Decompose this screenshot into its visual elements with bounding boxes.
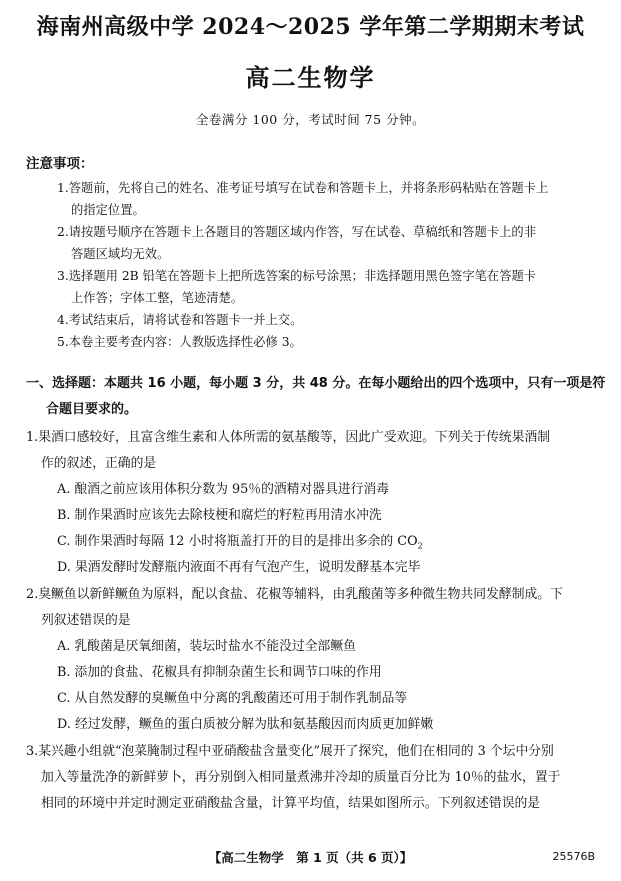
- question-3-stem: 3.某兴趣小组就“泡菜腌制过程中亚硝酸盐含量变化”展开了探究，他们在相同的 3 个坛中分别: [26, 744, 554, 759]
- question-2-option-a: A. 乳酸菌是厌氧细菌，装坛时盐水不能没过全部鳜鱼: [57, 639, 356, 654]
- question-1-stem-cont: 作的叙述，正确的是: [41, 456, 157, 471]
- notice-line: 4.考试结束后，请将试卷和答题卡一并上交。: [57, 313, 303, 327]
- question-1-option-c: [57, 530, 423, 551]
- exam-code: 25576B: [552, 850, 595, 863]
- subject-title: 高二生物学: [245, 63, 376, 92]
- notice-line: 2.请按题号顺序在答题卡上各题目的答题区域内作答，写在试卷、草稿纸和答题卡上的非: [57, 225, 537, 239]
- section-heading-cont: 合题目要求的。: [46, 402, 138, 417]
- question-2-stem: 2.臭鳜鱼以新鲜鳜鱼为原料，配以食盐、花椒等辅料，由乳酸菌等多种微生物共同发酵制成。下: [26, 587, 563, 602]
- exam-title: 海南州高级中学 2024～2025 学年第二学期期末考试: [36, 14, 585, 40]
- exam-info: 全卷满分 100 分，考试时间 75 分钟。: [195, 112, 426, 127]
- notice-line: 3.选择题用 2B 铅笔在答题卡上把所选答案的标号涂黑；非选择题用黑色签字笔在答题卡: [57, 269, 537, 283]
- question-1-option-a: A. 酿酒之前应该用体积分数为 95％的酒精对器具进行消毒: [57, 482, 390, 497]
- notice-line: 5.本卷主要考查内容：人教版选择性必修 3。: [57, 335, 302, 349]
- option-c-text: C. 制作果酒时每隔 12 小时将瓶盖打开的目的是排出多余的 CO: [57, 534, 418, 549]
- notice-line: 答题区域均无效。: [71, 247, 170, 261]
- notice-line: 的指定位置。: [71, 203, 145, 217]
- question-2-option-c: C. 从自然发酵的臭鳜鱼中分离的乳酸菌还可用于制作乳制品等: [57, 691, 408, 706]
- section-heading: 一、选择题：本题共 16 小题，每小题 3 分，共 48 分。在每小题给出的四个选项中，只有一项是符: [26, 376, 606, 391]
- notice-heading: 注意事项：: [26, 156, 94, 172]
- question-1-option-d: D. 果酒发酵时发酵瓶内液面不再有气泡产生，说明发酵基本完毕: [57, 560, 421, 575]
- notice-line: 上作答；字体工整，笔迹清楚。: [71, 291, 244, 305]
- question-2-option-d: D. 经过发酵，鳜鱼的蛋白质被分解为肽和氨基酸因而肉质更加鲜嫩: [57, 717, 434, 732]
- page-footer: 【高二生物学 第 1 页（共 6 页）】: [208, 850, 413, 865]
- question-2-option-b: B. 添加的食盐、花椒具有抑制杂菌生长和调节口味的作用: [57, 665, 382, 680]
- co2-subscript: 2: [417, 541, 423, 551]
- question-3-stem-cont: 相同的环境中并定时测定亚硝酸盐含量，计算平均值，结果如图所示。下列叙述错误的是: [41, 796, 541, 811]
- question-2-stem-cont: 列叙述错误的是: [41, 613, 131, 628]
- question-3-stem-cont: 加入等量洗净的新鲜萝卜，再分别倒入相同量煮沸并冷却的质量百分比为 10％的盐水，置于: [41, 770, 561, 785]
- notice-line: 1.答题前，先将自己的姓名、准考证号填写在试卷和答题卡上，并将条形码粘贴在答题卡上: [57, 181, 549, 195]
- question-1-option-b: B. 制作果酒时应该先去除枝梗和腐烂的籽粒再用清水冲洗: [57, 508, 382, 523]
- question-1-stem: 1.果酒口感较好，且富含维生素和人体所需的氨基酸等，因此广受欢迎。下列关于传统果酒制: [26, 430, 551, 445]
